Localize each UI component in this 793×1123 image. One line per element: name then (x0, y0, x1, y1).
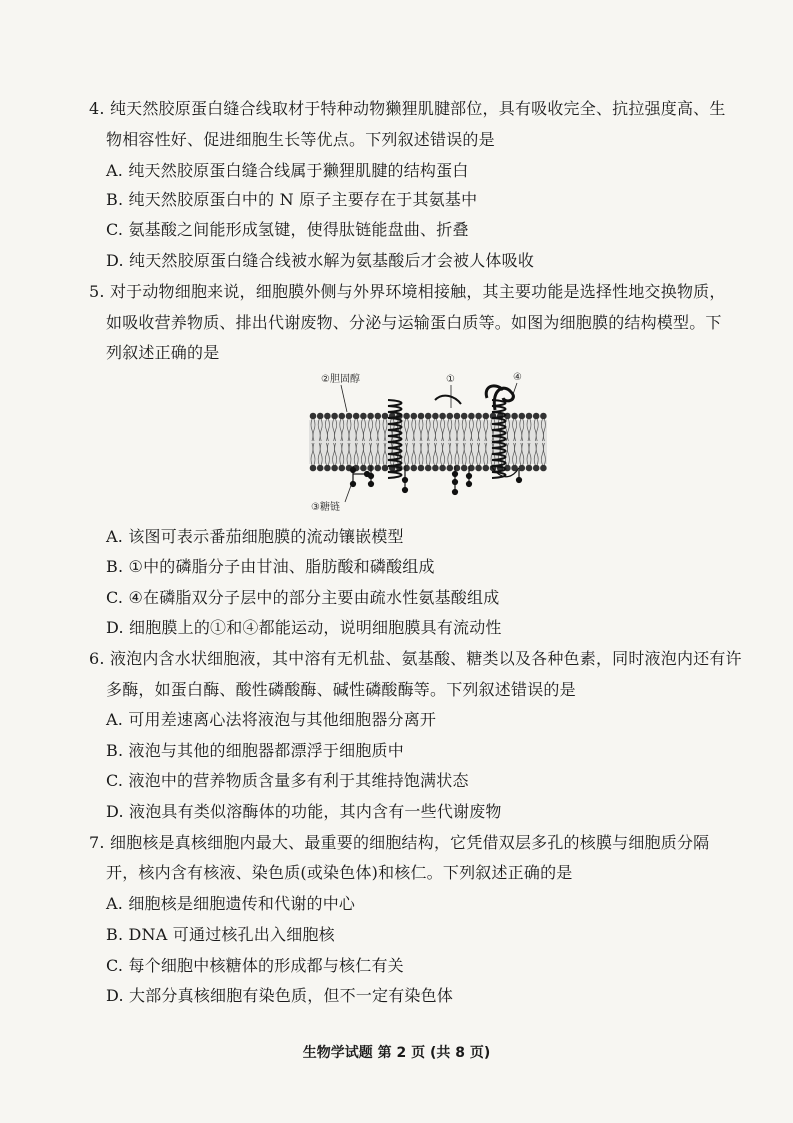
q5-option-d: D. 细胞膜上的①和④都能运动，说明细胞膜具有流动性 (106, 618, 502, 637)
q4-option-b: B. 纯天然胶原蛋白中的 N 原子主要存在于其氨基中 (106, 190, 478, 209)
q7-stem-line1: 7. 细胞核是真核细胞内最大、最重要的细胞结构，它凭借双层多孔的核膜与细胞质分隔 (89, 833, 710, 852)
page-footer: 生物学试题 第 2 页 (共 8 页) (302, 1045, 491, 1061)
q5-stem-line1: 5. 对于动物细胞来说，细胞膜外侧与外界环境相接触，其主要功能是选择性地交换物质， (89, 282, 726, 301)
glycan-label: ③糖链 (311, 502, 340, 513)
q6-stem-line2: 多酶，如蛋白酶、酸性磷酸酶、碱性磷酸酶等。下列叙述错误的是 (106, 680, 576, 699)
q6-option-a: A. 可用差速离心法将液泡与其他细胞器分离开 (106, 710, 437, 729)
q7-option-c: C. 每个细胞中核糖体的形成都与核仁有关 (106, 956, 404, 975)
q5-stem-line3: 列叙述正确的是 (106, 343, 220, 362)
q4-stem-line2: 物相容性好、促进细胞生长等优点。下列叙述错误的是 (106, 130, 495, 149)
label-4: ④ (513, 372, 522, 383)
q4-stem-line1: 4. 纯天然胶原蛋白缝合线取材于特种动物獭狸肌腱部位，具有吸收完全、抗拉强度高、生 (89, 99, 726, 118)
q6-option-d: D. 液泡具有类似溶酶体的功能，其内含有一些代谢废物 (106, 802, 502, 821)
cholesterol-label: ②胆固醇 (321, 374, 360, 385)
q6-stem-line1: 6. 液泡内含水状细胞液，其中溶有无机盐、氨基酸、糖类以及各种色素，同时液泡内还有许 (89, 649, 742, 668)
q5-option-a: A. 该图可表示番茄细胞膜的流动镶嵌模型 (106, 527, 404, 546)
q5-option-b: B. ①中的磷脂分子由甘油、脂肪酸和磷酸组成 (106, 557, 435, 576)
q5-option-c: C. ④在磷脂双分子层中的部分主要由疏水性氨基酸组成 (106, 588, 500, 607)
q5-stem-line2: 如吸收营养物质、排出代谢废物、分泌与运输蛋白质等。如图为细胞膜的结构模型。下 (106, 313, 722, 332)
q6-option-b: B. 液泡与其他的细胞器都漂浮于细胞质中 (106, 741, 404, 760)
q4-option-d: D. 纯天然胶原蛋白缝合线被水解为氨基酸后才会被人体吸收 (106, 251, 535, 270)
label-1: ① (446, 374, 455, 385)
q4-option-a: A. 纯天然胶原蛋白缝合线属于獭狸肌腱的结构蛋白 (106, 161, 469, 180)
q7-option-d: D. 大部分真核细胞有染色质，但不一定有染色体 (106, 986, 454, 1005)
q6-option-c: C. 液泡中的营养物质含量多有利于其维持饱满状态 (106, 771, 469, 790)
q7-stem-line2: 开，核内含有核液、染色质(或染色体)和核仁。下列叙述正确的是 (106, 863, 573, 882)
cell-membrane-diagram (305, 370, 550, 515)
q7-option-a: A. 细胞核是细胞遗传和代谢的中心 (106, 894, 356, 913)
q7-option-b: B. DNA 可通过核孔出入细胞核 (106, 925, 335, 944)
q4-option-c: C. 氨基酸之间能形成氢键，使得肽链能盘曲、折叠 (106, 220, 469, 239)
